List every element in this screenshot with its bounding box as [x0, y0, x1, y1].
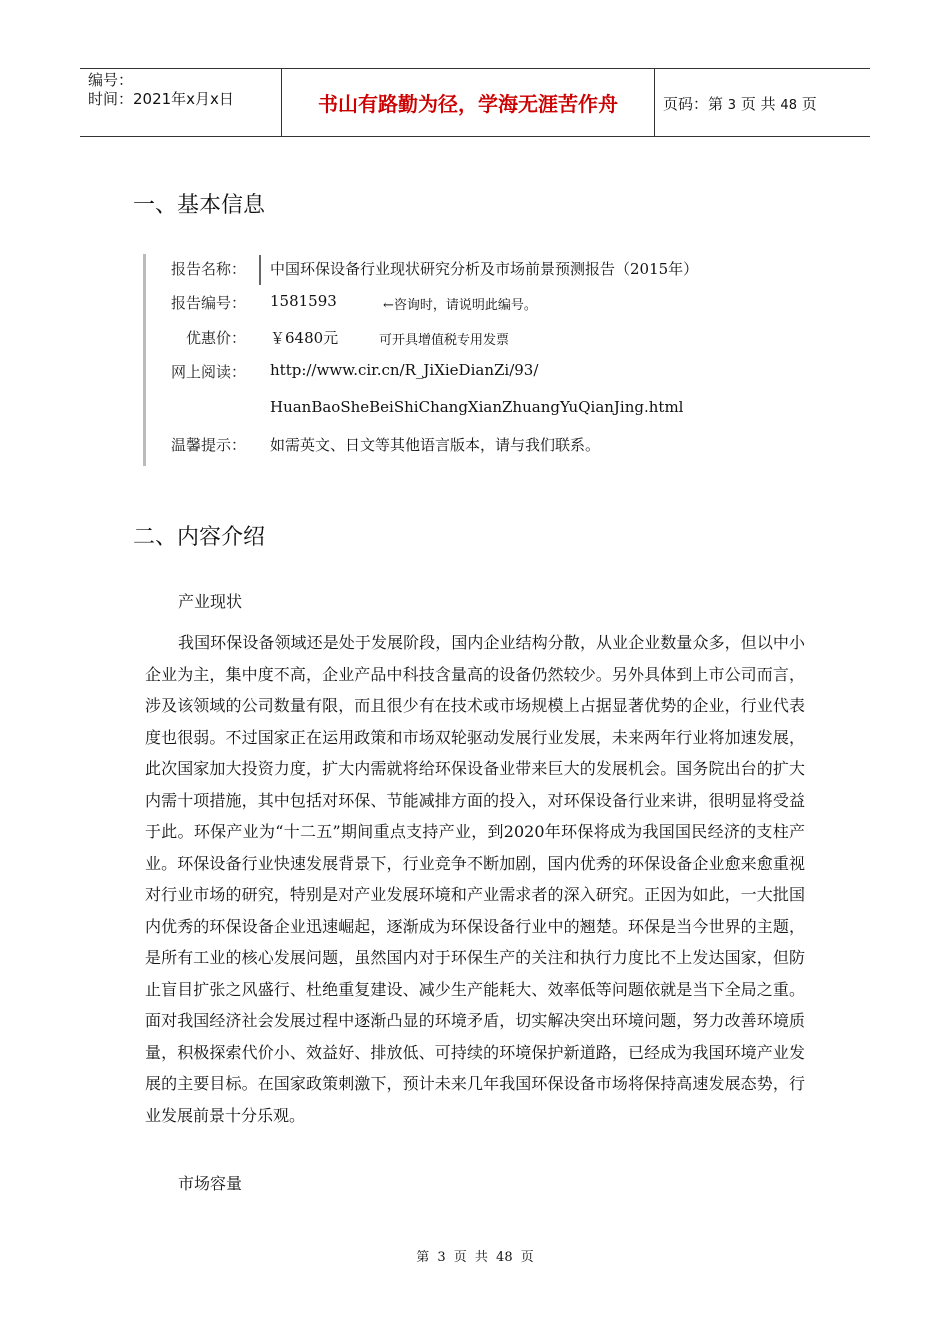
header-meta: [88, 71, 234, 109]
report-number-value: 1581593: [270, 292, 337, 310]
section-title-content-intro: 二、内容介绍: [133, 525, 266, 550]
header-divider-right: [654, 69, 655, 136]
info-label: 报告名称：: [170, 260, 246, 278]
online-url-line2[interactable]: HuanBaoSheBeiShiChangXianZhuangYuQianJing.html: [270, 398, 684, 416]
invoice-note: 可开具增值税专用发票: [379, 333, 510, 348]
page-mid-label: 页 共: [740, 95, 776, 113]
report-name-marker: [259, 255, 261, 285]
info-label: 网上阅读：: [170, 363, 246, 381]
header-page-info: [663, 93, 817, 114]
info-label: 报告编号：: [170, 294, 246, 312]
info-label: 优惠价：: [185, 329, 246, 347]
page-total: 48: [780, 98, 797, 113]
info-label: 温馨提示：: [170, 436, 246, 454]
subhead-market-capacity: 市场容量: [178, 1174, 243, 1193]
report-number-note: ←咨询时，请说明此编号。: [383, 298, 537, 313]
online-url-line1[interactable]: http://www.cir.cn/R_JiXieDianZi/93/: [270, 361, 539, 379]
document-number-label: 编号：: [88, 71, 134, 89]
document-date: 时间：2021年x月x日: [88, 90, 234, 108]
page-header: [80, 68, 870, 137]
section-title-basic-info: 一、基本信息: [133, 193, 266, 218]
tip-value: 如需英文、日文等其他语言版本，请与我们联系。: [270, 436, 601, 454]
subhead-industry-status: 产业现状: [178, 592, 243, 611]
body-paragraph: 我国环保设备领域还是处于发展阶段，国内企业结构分散，从业企业数量众多，但以中小企业为主，集中度不高，企业产品中科技含量高的设备仍然较少。另外具体到上市公司而言，涉及该领域的公司数量有限，而且很少有在技术或市场规模上占据显著优势的企业，行业代表度也很弱。不过国家正在运用政策和市场双轮驱动发展行业发展，未来两年行业将加速发展，此次国家加大投资力度，扩大内需就将给环保设备业带来巨大的发展机会。国务院出台的扩大内需十项措施，其中包括对环保、节能减排方面的投入，对环保设备行业来讲，很明显将受益于此。环保产业为“十二五”期间重点支持产业，到2020年环保将成为我国国民经济的支柱产业。环保设备行业快速发展背景下，行业竞争不断加剧，国内优秀的环保设备企业愈来愈重视对行业市场的研究，特别是对产业发展环境和产业需求者的深入研究。正因为如此，一大批国内优秀的环保设备企业迅速崛起，逐渐成为环保设备行业中的翘楚。环保是当今世界的主题，是所有工业的核心发展问题，虽然国内对于环保生产的关注和执行力度比不上发达国家，但防止盲目扩张之风盛行、杜绝重复建设、减少生产能耗大、效率低等问题依就是当下全局之重。面对我国经济社会发展过程中逐渐凸显的环境矛盾，切实解决突出环境问题，努力改善环境质量，积极探索代价小、效益好、排放低、可持续的环境保护新道路，已经成为我国环境产业发展的主要目标。在国家政策刺激下，预计未来几年我国环保设备市场将保持高速发展态势，行业发展前景十分乐观。: [145, 633, 805, 1125]
header-motto: 书山有路勤为径，学海无涯苦作舟: [318, 92, 618, 116]
page-current: 3: [727, 98, 737, 113]
page-suffix: 页: [801, 95, 817, 113]
report-name-value: 中国环保设备行业现状研究分析及市场前景预测报告（2015年）: [270, 260, 699, 278]
page-label: 页码：第: [663, 95, 724, 113]
info-left-bar: [143, 254, 146, 466]
price-value: ￥6480元: [270, 329, 339, 347]
page-footer: 第 3 页 共 48 页: [416, 1250, 534, 1265]
